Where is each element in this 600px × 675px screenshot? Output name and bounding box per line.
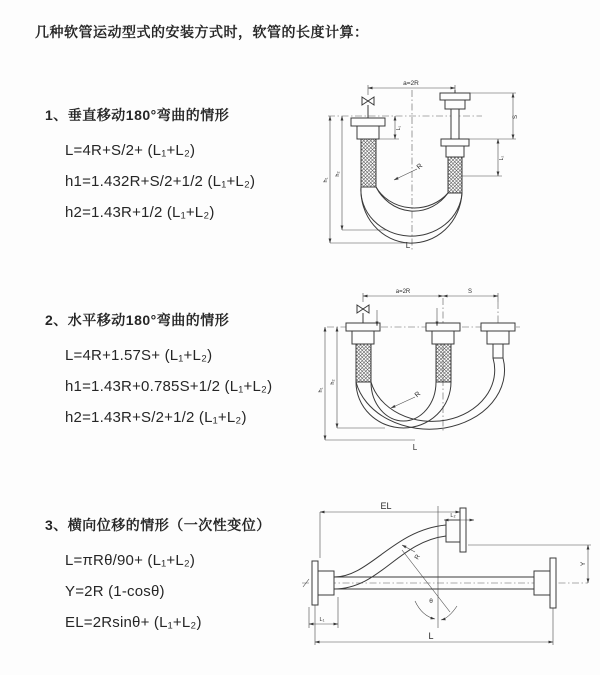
formula-line: L=4R+1.57S+ (L₁+L₂) — [65, 347, 213, 364]
right-flange — [534, 558, 556, 608]
formula-line: L=πRθ/90+ (L₁+L₂) — [65, 552, 196, 569]
dim-label-l1: L₁ — [396, 125, 402, 131]
radius-label: R — [413, 553, 422, 562]
dim-label-h1: h₁ — [318, 387, 324, 393]
braided-hose-section — [436, 344, 451, 382]
dim-label-s: S — [467, 289, 473, 295]
valve-icon — [357, 305, 369, 323]
formula-line: h1=1.432R+S/2+1/2 (L₁+L₂) — [65, 173, 256, 190]
formula-line: L=4R+S/2+ (L₁+L₂) — [65, 142, 196, 159]
u-hose-curves — [361, 187, 462, 243]
formula-line: h1=1.43R+0.785S+1/2 (L₁+L₂) — [65, 378, 273, 395]
left-hose-fitting — [351, 118, 385, 187]
dim-label-y: Y — [580, 561, 587, 567]
dim-label-a2r: a=2R — [395, 289, 411, 295]
u-hose-curves — [356, 358, 505, 429]
section-3-lateral-displacement — [45, 515, 271, 638]
dim-label-l: L — [428, 631, 434, 641]
formula-line: EL=2Rsinθ+ (L₁+L₂) — [65, 614, 202, 631]
angle-label: θ — [429, 598, 433, 605]
dim-label-s: S — [513, 114, 519, 120]
s-curve-hose — [334, 525, 446, 589]
dim-label-a2r: a=2R — [403, 80, 419, 87]
left-hose-fitting — [346, 323, 380, 382]
dim-label-l2: L₂ — [499, 155, 505, 161]
diagram-lateral-displacement — [298, 500, 598, 650]
formula-line: h2=1.43R+1/2 (L₁+L₂) — [65, 204, 215, 221]
dim-label-h1: h₁ — [323, 177, 329, 183]
braided-hose-section — [356, 344, 371, 382]
section-1-vertical-180-bend — [45, 105, 255, 228]
formula-line: h2=1.43R+S/2+1/2 (L₁+L₂) — [65, 409, 247, 426]
dim-label-l1: L₁ — [319, 617, 325, 623]
left-flange — [312, 561, 334, 605]
dim-label-h2: h₂ — [330, 379, 336, 385]
radius-label: R — [413, 390, 423, 400]
radius-label: R — [415, 162, 425, 172]
section-heading: 3、横向位移的情形（一次性变位） — [45, 517, 271, 533]
section-2-horizontal-180-bend — [45, 310, 272, 433]
valve-icon — [362, 97, 374, 118]
dim-label-h2: h₂ — [335, 171, 341, 177]
page-title: 几种软管运动型式的安装方式时，软管的长度计算： — [35, 24, 369, 40]
section-heading: 2、水平移动180°弯曲的情形 — [45, 312, 230, 328]
diagram-vertical-movement-180 — [320, 76, 565, 254]
diagram-horizontal-movement-180 — [315, 282, 570, 454]
dim-label-el: EL — [380, 501, 392, 511]
dim-label-l2: L₂ — [450, 513, 456, 519]
right-hose-fitting — [440, 90, 470, 193]
braided-hose-section — [448, 157, 462, 193]
length-label: L — [405, 241, 411, 250]
upper-flange — [446, 508, 466, 552]
formula-line: Y=2R (1-cosθ) — [65, 583, 165, 600]
braided-hose-section — [361, 139, 376, 187]
middle-hose-fitting — [426, 323, 460, 382]
section-heading: 1、垂直移动180°弯曲的情形 — [45, 107, 230, 123]
length-label: L — [412, 443, 418, 452]
right-hose-fitting — [481, 323, 515, 358]
